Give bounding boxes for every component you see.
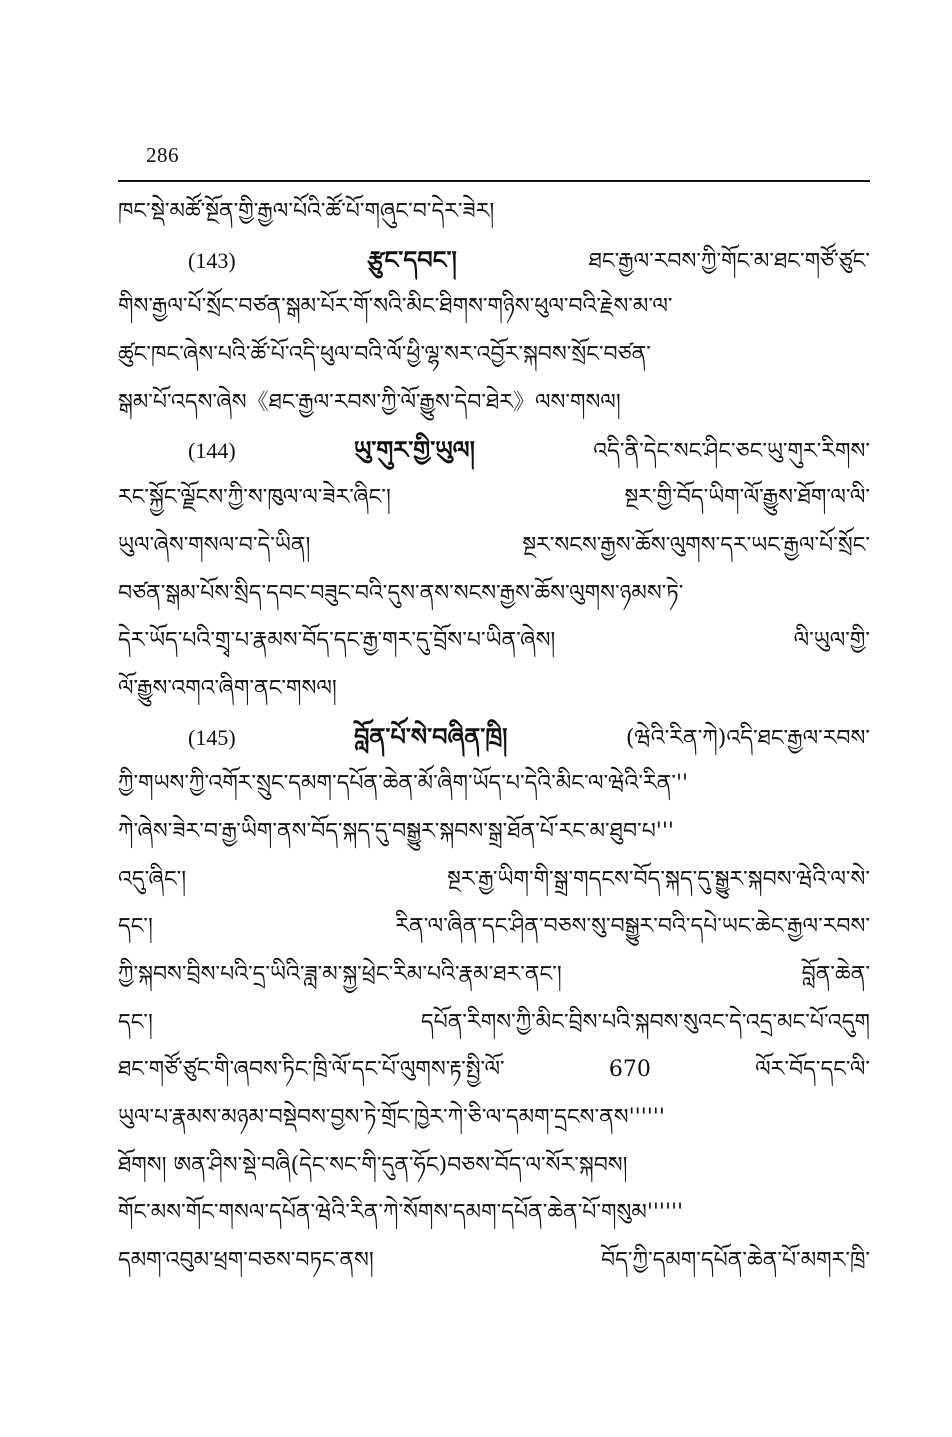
entry-title: རྩུང་དབང་།: [367, 244, 457, 274]
entry-number: (145): [188, 724, 236, 750]
entry-heading-line: [118, 236, 870, 284]
entry-number: (143): [188, 247, 236, 273]
text-line: ཁང་སྡེ་མཚོ་སྔོན་གྱི་རྒྱལ་པོའི་ཚོ་པོ་གཞུང་བ་དེར་ཟེར།: [118, 199, 495, 224]
entry-text: ཐང་རྒྱལ་རབས་ཀྱི་གོང་མ་ཐང་གཙོ་ཙུང་: [456, 248, 870, 274]
entry-heading-line: [118, 426, 870, 474]
text-line: ཡུལ་ཞེས་གསལ་བ་དེ་ཡིན། སྔར་སངས་རྒྱས་ཆོས་ལུགས་དར་ཡང་རྒྱལ་པོ་སྲོང་: [118, 532, 870, 558]
text-line: ལོ་རྒྱུས་འགའ་ཞིག་ནང་གསལ།: [118, 675, 337, 701]
entry-heading-line: [118, 713, 870, 761]
header-rule: [118, 180, 870, 182]
text-line: དང་། དཔོན་རིགས་ཀྱི་མིང་བྲིས་པའི་སྐབས་སུའང་དེ་འདྲ་མང་པོ་འདུག: [118, 1009, 870, 1035]
text-line: ཀྱི་སྐབས་བྲིས་པའི་དྲ་ཡིའི་ཟླ་མ་སྐྱ་ཕྲེང་རིམ་པའི་རྣམ་ཐར་ནང་། བློན་ཆེན་: [118, 962, 870, 987]
text-line: བཙན་སྒམ་པོས་སྲིད་དབང་བཟུང་བའི་དུས་ནས་སངས་རྒྱས་ཆོས་ལུགས་ཉམས་ཏེ་: [118, 580, 684, 606]
entry-number: (144): [188, 438, 236, 464]
text-line: དམག་འབུམ་ཕྲག་བཅས་བཏང་ནས། བོད་ཀྱི་དམག་དཔོན་ཆེན་པོ་མགར་ཁྲི་: [118, 1248, 870, 1274]
text-line: སྒམ་པོ་འདས་ཞེས《ཐང་རྒྱལ་རབས་ཀྱི་ལོ་རྒྱུས་དེབ་ཐེར》ལས་གསལ།: [118, 389, 621, 415]
text-line: ཐོགས། ཨན་ཤིས་སྡེ་བཞི(དེང་སང་གི་དུན་ཧོང)བཅས་བོད་ལ་སོར་སྐབས།: [118, 1152, 628, 1178]
text-line: ཡུལ་པ་རྣམས་མཉམ་བསྡེབས་བྱས་ཏེ་གྲོང་ཁྱེར་ཀེ་ཅི་ལ་དམག་དྲངས་ནས'''''': [118, 1105, 665, 1131]
text-line: གིས་རྒྱལ་པོ་སྲོང་བཙན་སྒམ་པོར་གོ་སའི་མིང་ཐིགས་གཉིས་ཕུལ་བའི་རྗེས་མ་ལ་: [118, 294, 673, 320]
text-line: ཚུང་ཁང་ཞེས་པའི་ཚོ་པོ་འདི་ཕུལ་བའི་ལོ་ཕྱི་ལྷ་སར་འབྱོར་སྐབས་སྲོང་བཙན་: [118, 342, 651, 368]
text-line: ཐང་གཙོ་ཙུང་གི་ཞབས་ཏིང་ཁྲི་ལོ་དང་པོ་ལུགས་རྟ་སྤྱི་ལོ་ 670 ལོར་བོད་དང་ལི་: [118, 1057, 870, 1083]
entry-title: བློན་པོ་སེ་བཞིན་ཁྲི།: [354, 721, 508, 751]
text-line: འདུ་ཞིང་། སྔར་རྒྱ་ཡིག་གི་སྒྲ་གདངས་བོད་སྐད་དུ་སྒྱུར་སྐབས་ཝེའི་ལ་སེ་: [118, 866, 870, 892]
text-line: དེར་ཡོད་པའི་གྲྭ་པ་རྣམས་བོད་དང་རྒྱ་གར་དུ་བྲོས་པ་ཡིན་ཞེས། ལི་ཡུལ་གྱི་: [118, 628, 870, 654]
text-line: ཀྱི་གཡས་ཀྱི་འགོར་སྲུང་དམག་དཔོན་ཆེན་མོ་ཞིག་ཡོད་པ་དེའི་མིང་ལ་ཝེའི་རིན་'': [118, 771, 689, 797]
page-number: 286: [146, 143, 179, 167]
text-line: དང་། རིན་ལ་ཞིན་དང་ཤིན་བཅས་སུ་བསྒྱུར་བའི་དཔེ་ཡང་ཆེང་རྒྱལ་རབས་: [118, 914, 870, 940]
entry-text: འདི་ནི་དེང་སང་ཤིང་ཅང་ཡུ་གུར་རིགས་: [474, 439, 870, 465]
body-text: [118, 188, 870, 1285]
text-line: ཀེ་ཞེས་ཟེར་བ་རྒྱ་ཡིག་ནས་བོད་སྐད་དུ་བསྒྱུར་སྐབས་སྒྲ་ཐོན་པོ་རང་མ་ཐུབ་པ''': [118, 818, 674, 844]
entry-title: ཡུ་གུར་གྱི་ཡུལ།: [353, 435, 475, 465]
text-line: རང་སྐྱོང་ལྗོངས་ཀྱི་ས་ཁུལ་ལ་ཟེར་ཞིང་། སྔར་གྱི་བོད་ཡིག་ལོ་རྒྱུས་ཐོག་ལ་ལི་: [118, 485, 870, 511]
entry-text: (ཝེའི་རིན་ཀེ)འདི་ཐང་རྒྱལ་རབས་: [507, 725, 870, 751]
text-line: གོང་མས་གོང་གསལ་དཔོན་ཝེའི་རིན་ཀེ་སོགས་དམག་དཔོན་ཆེན་པོ་གསུམ'''''': [118, 1200, 684, 1226]
